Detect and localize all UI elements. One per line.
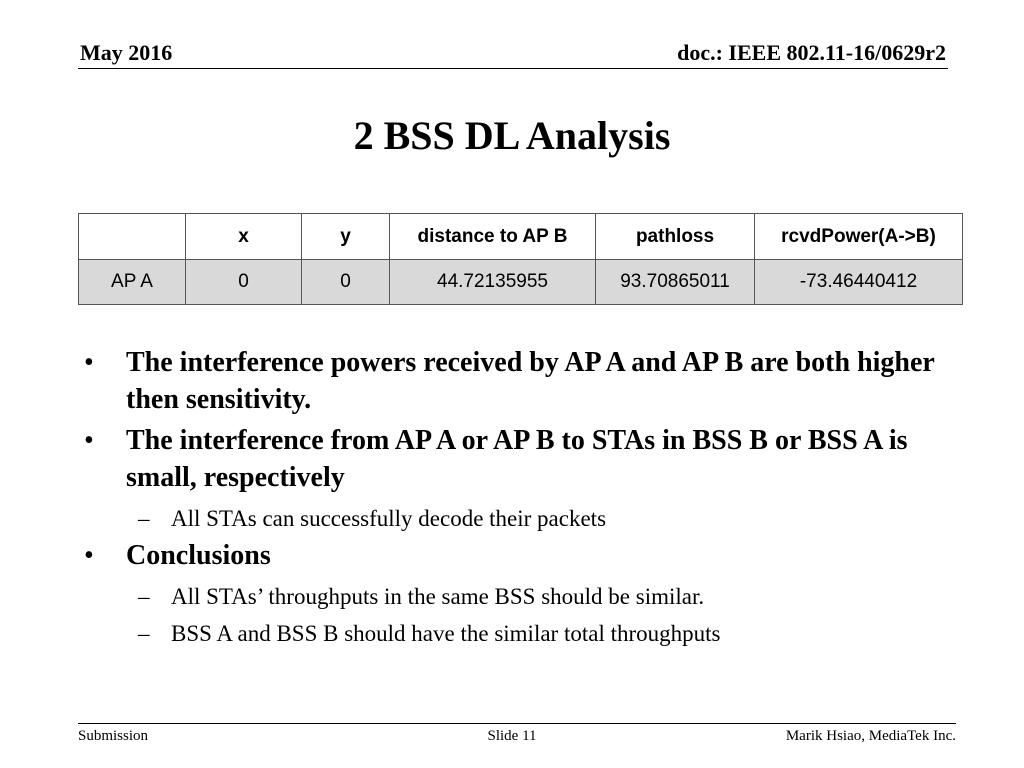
bullet-item <box>84 537 964 574</box>
slide-title: 2 BSS DL Analysis <box>353 113 671 158</box>
bullet-list <box>84 344 964 652</box>
table-cell: 93.70865011 <box>596 260 755 305</box>
table-header-cell: rcvdPower(A->B) <box>755 214 963 260</box>
table-header-cell: x <box>186 214 302 260</box>
table-cell: 44.72135955 <box>390 260 596 305</box>
bullet-item <box>84 422 964 496</box>
table-cell: -73.46440412 <box>755 260 963 305</box>
table-row <box>79 260 963 305</box>
bullet-dot-icon: • <box>84 425 94 456</box>
sub-bullet-text: All STAs can successfully decode their packets <box>171 506 607 531</box>
footer-author: Marik Hsiao, MediaTek Inc. <box>785 728 956 744</box>
footer-slide-number: Slide 11 <box>487 728 537 744</box>
sub-bullet-text: All STAs’ throughputs in the same BSS should be similar. <box>171 584 705 609</box>
header-doc-id: doc.: IEEE 802.11-16/0629r2 <box>677 40 946 65</box>
bullet-dot-icon: • <box>84 347 94 378</box>
bullet-text: Conclusions <box>126 540 271 571</box>
table-header-cell: pathloss <box>596 214 755 260</box>
table-cell: 0 <box>186 260 302 305</box>
sub-bullet-item <box>84 578 964 615</box>
table-header-cell: y <box>302 214 390 260</box>
header-date: May 2016 <box>80 40 173 65</box>
footer-submission: Submission <box>78 728 149 744</box>
bullet-text: The interference powers received by AP A and AP B are both higher then sensitivity. <box>126 347 935 415</box>
dash-icon: – <box>138 621 150 646</box>
bullet-item <box>84 344 964 418</box>
table-cell: AP A <box>79 260 186 305</box>
footer-divider <box>78 723 956 724</box>
header-divider <box>78 68 948 69</box>
table-header-row <box>79 214 963 260</box>
dash-icon: – <box>138 584 150 609</box>
table-cell: 0 <box>302 260 390 305</box>
dash-icon: – <box>138 506 150 531</box>
sub-bullet-item <box>84 615 964 652</box>
sub-bullet-text: BSS A and BSS B should have the similar total throughputs <box>171 621 721 646</box>
table-header-cell: distance to AP B <box>390 214 596 260</box>
sub-bullet-item <box>84 500 964 537</box>
analysis-table <box>78 213 963 305</box>
bullet-text: The interference from AP A or AP B to STAs in BSS B or BSS A is small, respectively <box>126 425 908 493</box>
bullet-dot-icon: • <box>84 540 94 571</box>
table-header-cell <box>79 214 186 260</box>
